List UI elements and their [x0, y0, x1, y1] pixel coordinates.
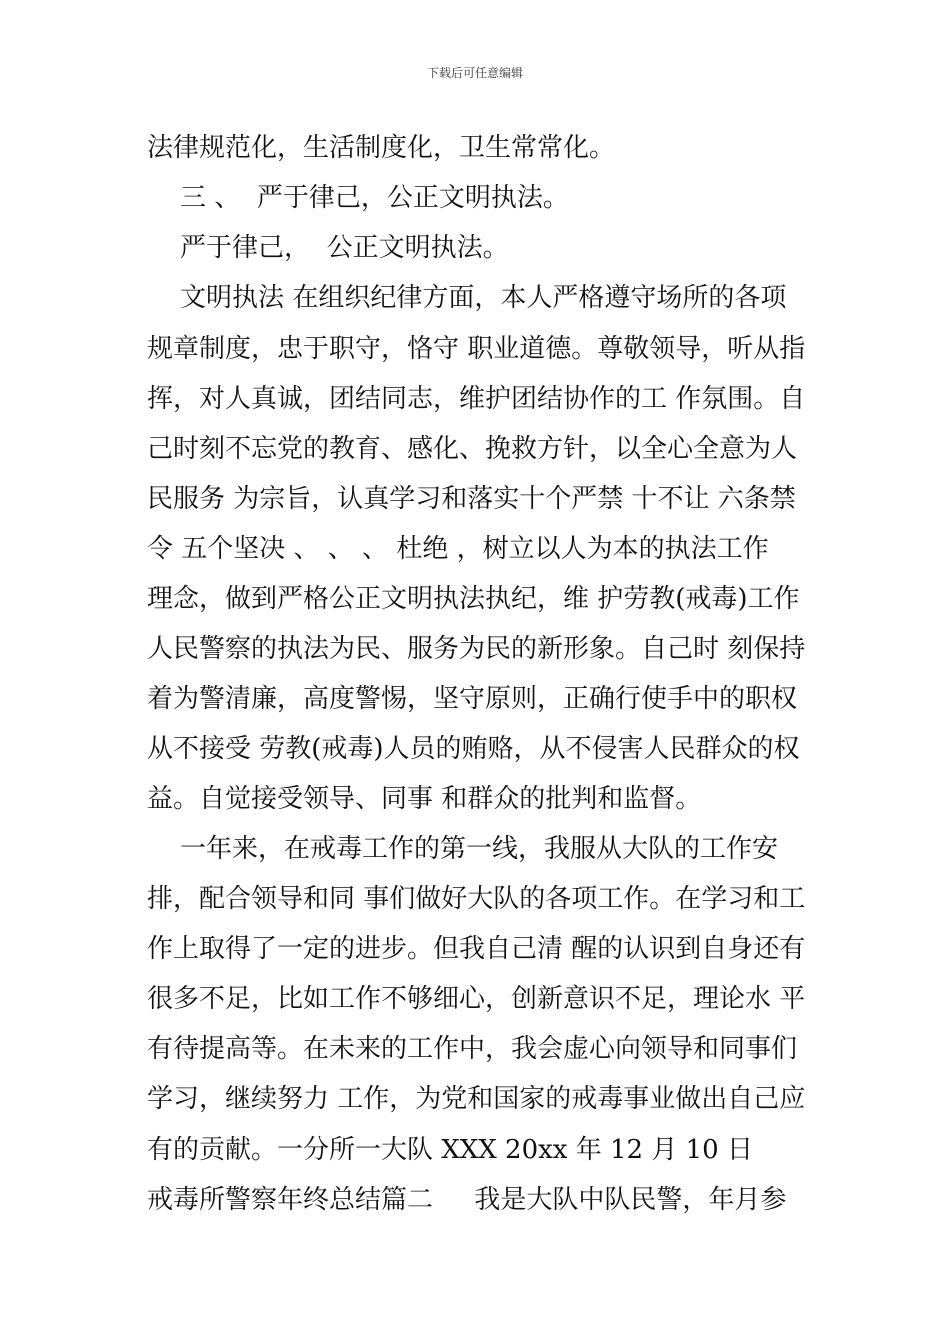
text-line: 规章制度，忠于职守，恪守 职业道德。尊敬领导，听从指 — [147, 334, 806, 364]
text-line: 一年来，在戒毒工作的第一线，我服从大队的工作安 — [147, 834, 779, 864]
text-line: 理念，做到严格公正文明执法执纪，维 护劳教(戒毒)工作 — [147, 584, 800, 614]
text-line: 人民警察的执法为民、服务为民的新形象。自己时 刻保持 — [147, 634, 806, 664]
text-line: 戒毒所警察年终总结篇二 我是大队中队民警，年月参 — [147, 1185, 787, 1215]
text-line: 有待提高等。在未来的工作中，我会虚心向领导和同事们 — [147, 1034, 798, 1064]
text-line: 很多不足，比如工作不够细心，创新意识不足，理论水 平 — [147, 984, 806, 1014]
text-line: 挥，对人真诚，团结同志，维护团结协作的工 作氛围。自 — [147, 384, 806, 414]
text-line: 民服务 为宗旨，认真学习和落实十个严禁 十不让 六条禁 — [147, 484, 796, 514]
text-line: 作上取得了一定的进步。但我自己清 醒的认识到自身还有 — [147, 934, 806, 964]
text-line: 从不接受 劳教(戒毒)人员的贿赂，从不侵害人民群众的权 — [147, 734, 800, 764]
text-line: 着为警清廉，高度警惕，坚守原则，正确行使手中的职权 — [147, 684, 798, 714]
text-line: 文明执法 在组织纪律方面，本人严格遵守场所的各项 — [147, 283, 787, 313]
text-line: 己时刻不忘党的教育、感化、挽救方针，以全心全意为人 — [147, 434, 798, 464]
text-line: 益。自觉接受领导、同事 和群众的批判和监督。 — [147, 784, 702, 814]
text-line: 学习，继续努力 工作，为党和国家的戒毒事业做出自己应 — [147, 1084, 806, 1114]
text-line: 法律规范化，生活制度化，卫生常常化。 — [147, 133, 616, 163]
text-line: 令 五个坚决 、 、 、 杜绝 ，树立以人为本的执法工作 — [147, 534, 769, 564]
signature-line: 有的贡献。一分所一大队 XXX 20xx 年 12 月 10 日 — [147, 1135, 753, 1165]
text-line: 排，配合领导和同 事们做好大队的各项工作。在学习和工 — [147, 884, 806, 914]
page-header-note: 下载后可任意编辑 — [426, 66, 523, 80]
text-line: 严于律己， 公正文明执法。 — [147, 233, 509, 263]
section-heading: 三 、 严于律己，公正文明执法。 — [147, 183, 569, 213]
